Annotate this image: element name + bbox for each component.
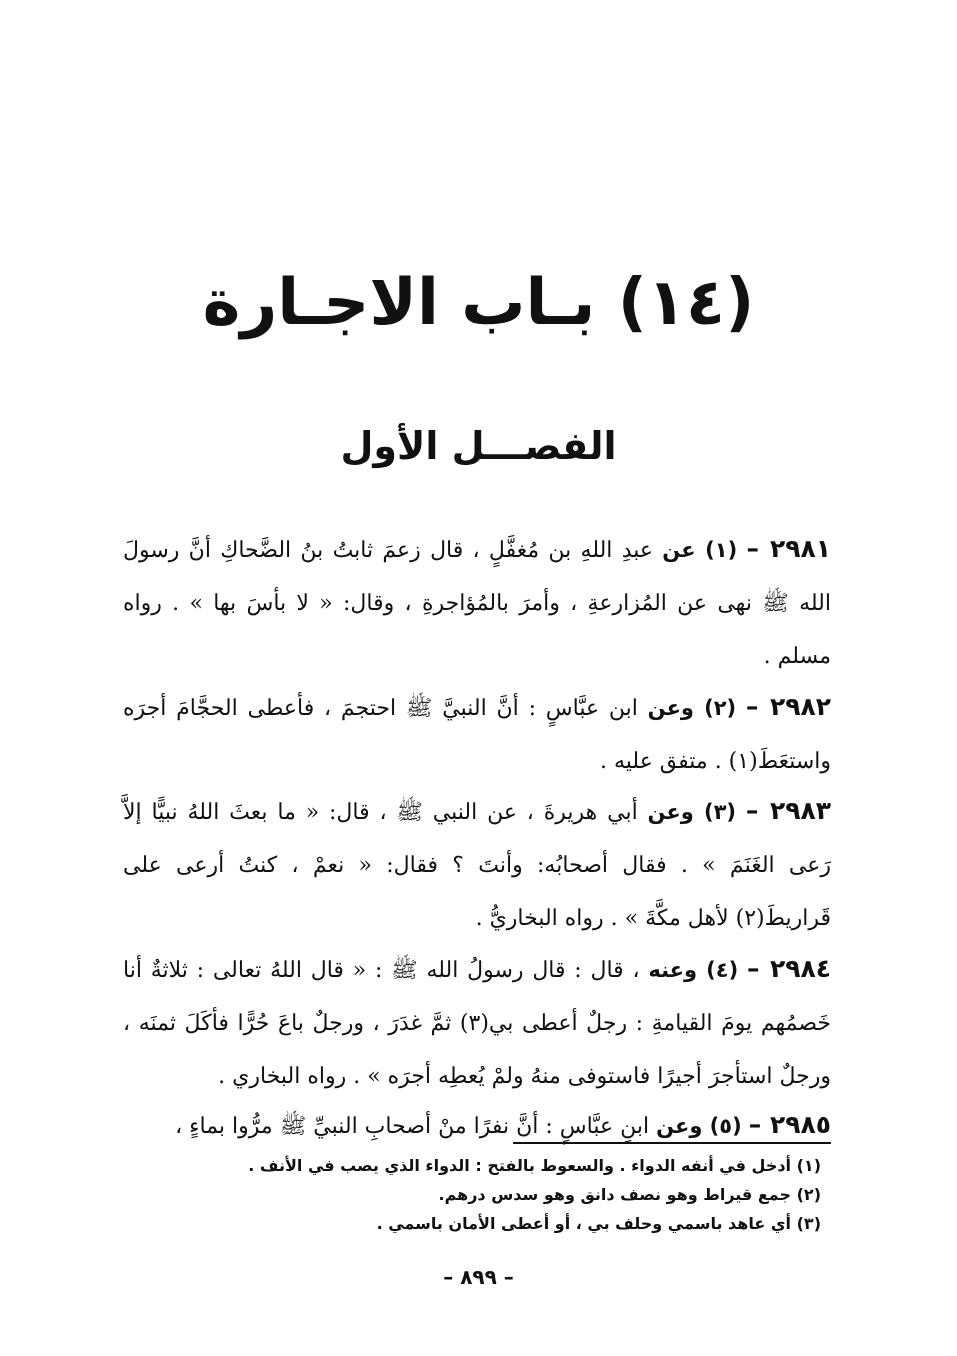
hadith-text: عبدِ اللهِ بن مُغفَّلٍ ، قال زعمَ ثابتُ بنُ الضَّحاكِ أنَّ رسولَ الله ﷺ نهى عن المُزارعةِ ، وأمرَ بالمُؤاجرةِ ، وقال: « لا بأسَ بها » . رواه مسلم . xyxy=(123,538,831,669)
hadith-number: ٢٩٨٤ – xyxy=(746,954,831,983)
hadith-ref: (١) عن xyxy=(662,538,738,562)
footnote-divider xyxy=(513,1142,831,1144)
hadith-2982 xyxy=(123,680,831,788)
section-title: الفصـــل الأول xyxy=(340,424,617,468)
hadith-ref: (٣) وعن xyxy=(647,800,737,824)
footnote-3: (٣) أي عاهد باسمي وحلف بي ، أو أعطى الأمان باسمي . xyxy=(376,1214,821,1233)
hadith-text: ، قال : قال رسولُ الله ﷺ : « قال اللهُ تعالى : ثلاثةٌ أنا خَصمُهم يومَ القيامةِ : رجلٌ أعطى بي(٣) ثمَّ غدَرَ ، ورجلٌ باعَ حُرًّا فأكَلَ ثمنَه ، ورجلٌ استأجرَ أجيرًا فاستوفى منهُ ولمْ يُعطِه أجرَه » . رواه البخاري . xyxy=(123,958,831,1089)
hadith-2981 xyxy=(123,522,831,683)
hadith-ref: (٥) وعن xyxy=(656,1114,742,1138)
footnote-2: (٢) جمع قيراط وهو نصف دانق وهو سدس درهم. xyxy=(438,1185,821,1204)
hadith-number: ٢٩٨٥ – xyxy=(748,1110,831,1139)
hadith-number: ٢٩٨١ – xyxy=(746,534,831,563)
hadith-ref: (٤) وعنه xyxy=(648,958,739,982)
hadith-number: ٢٩٨٣ – xyxy=(745,796,831,825)
chapter-title: (١٤) بـاب الاجـارة xyxy=(202,266,755,340)
page-number: – ٨٩٩ – xyxy=(443,1265,514,1289)
footnotes-list xyxy=(121,1151,821,1238)
hadith-text: ابن عبَّاسٍ : أنَّ النبيَّ ﷺ احتجمَ ، فأعطى الحجَّامَ أجرَه واستعَطَ(١) . متفق عليه . xyxy=(123,696,831,774)
hadith-number: ٢٩٨٢ – xyxy=(745,692,831,721)
hadith-text: ابنِ عبَّاسٍ : أنَّ نفرًا منْ أصحابِ النبيِّ ﷺ مرُّوا بماءٍ ، xyxy=(175,1114,650,1139)
hadith-2985 xyxy=(123,1098,831,1153)
hadith-ref: (٢) وعن xyxy=(647,696,737,720)
hadith-text: أبي هريرةَ ، عن النبي ﷺ ، قال: « ما بعثَ اللهُ نبيًّا إلاَّ رَعى الغَنَمَ » . فقال أصحابُه: وأنتَ ؟ فقال: « نعمْ ، كنتُ أرعى على قَراريطَ(٢) لأهل مكَّةَ » . رواه البخاريُّ . xyxy=(123,800,831,931)
hadith-2984 xyxy=(123,942,831,1103)
footnote-1: (١) أدخل في أنفه الدواء . والسعوط بالفتح : الدواء الذي يصب في الأنف . xyxy=(248,1156,821,1175)
hadith-2983 xyxy=(123,784,831,945)
